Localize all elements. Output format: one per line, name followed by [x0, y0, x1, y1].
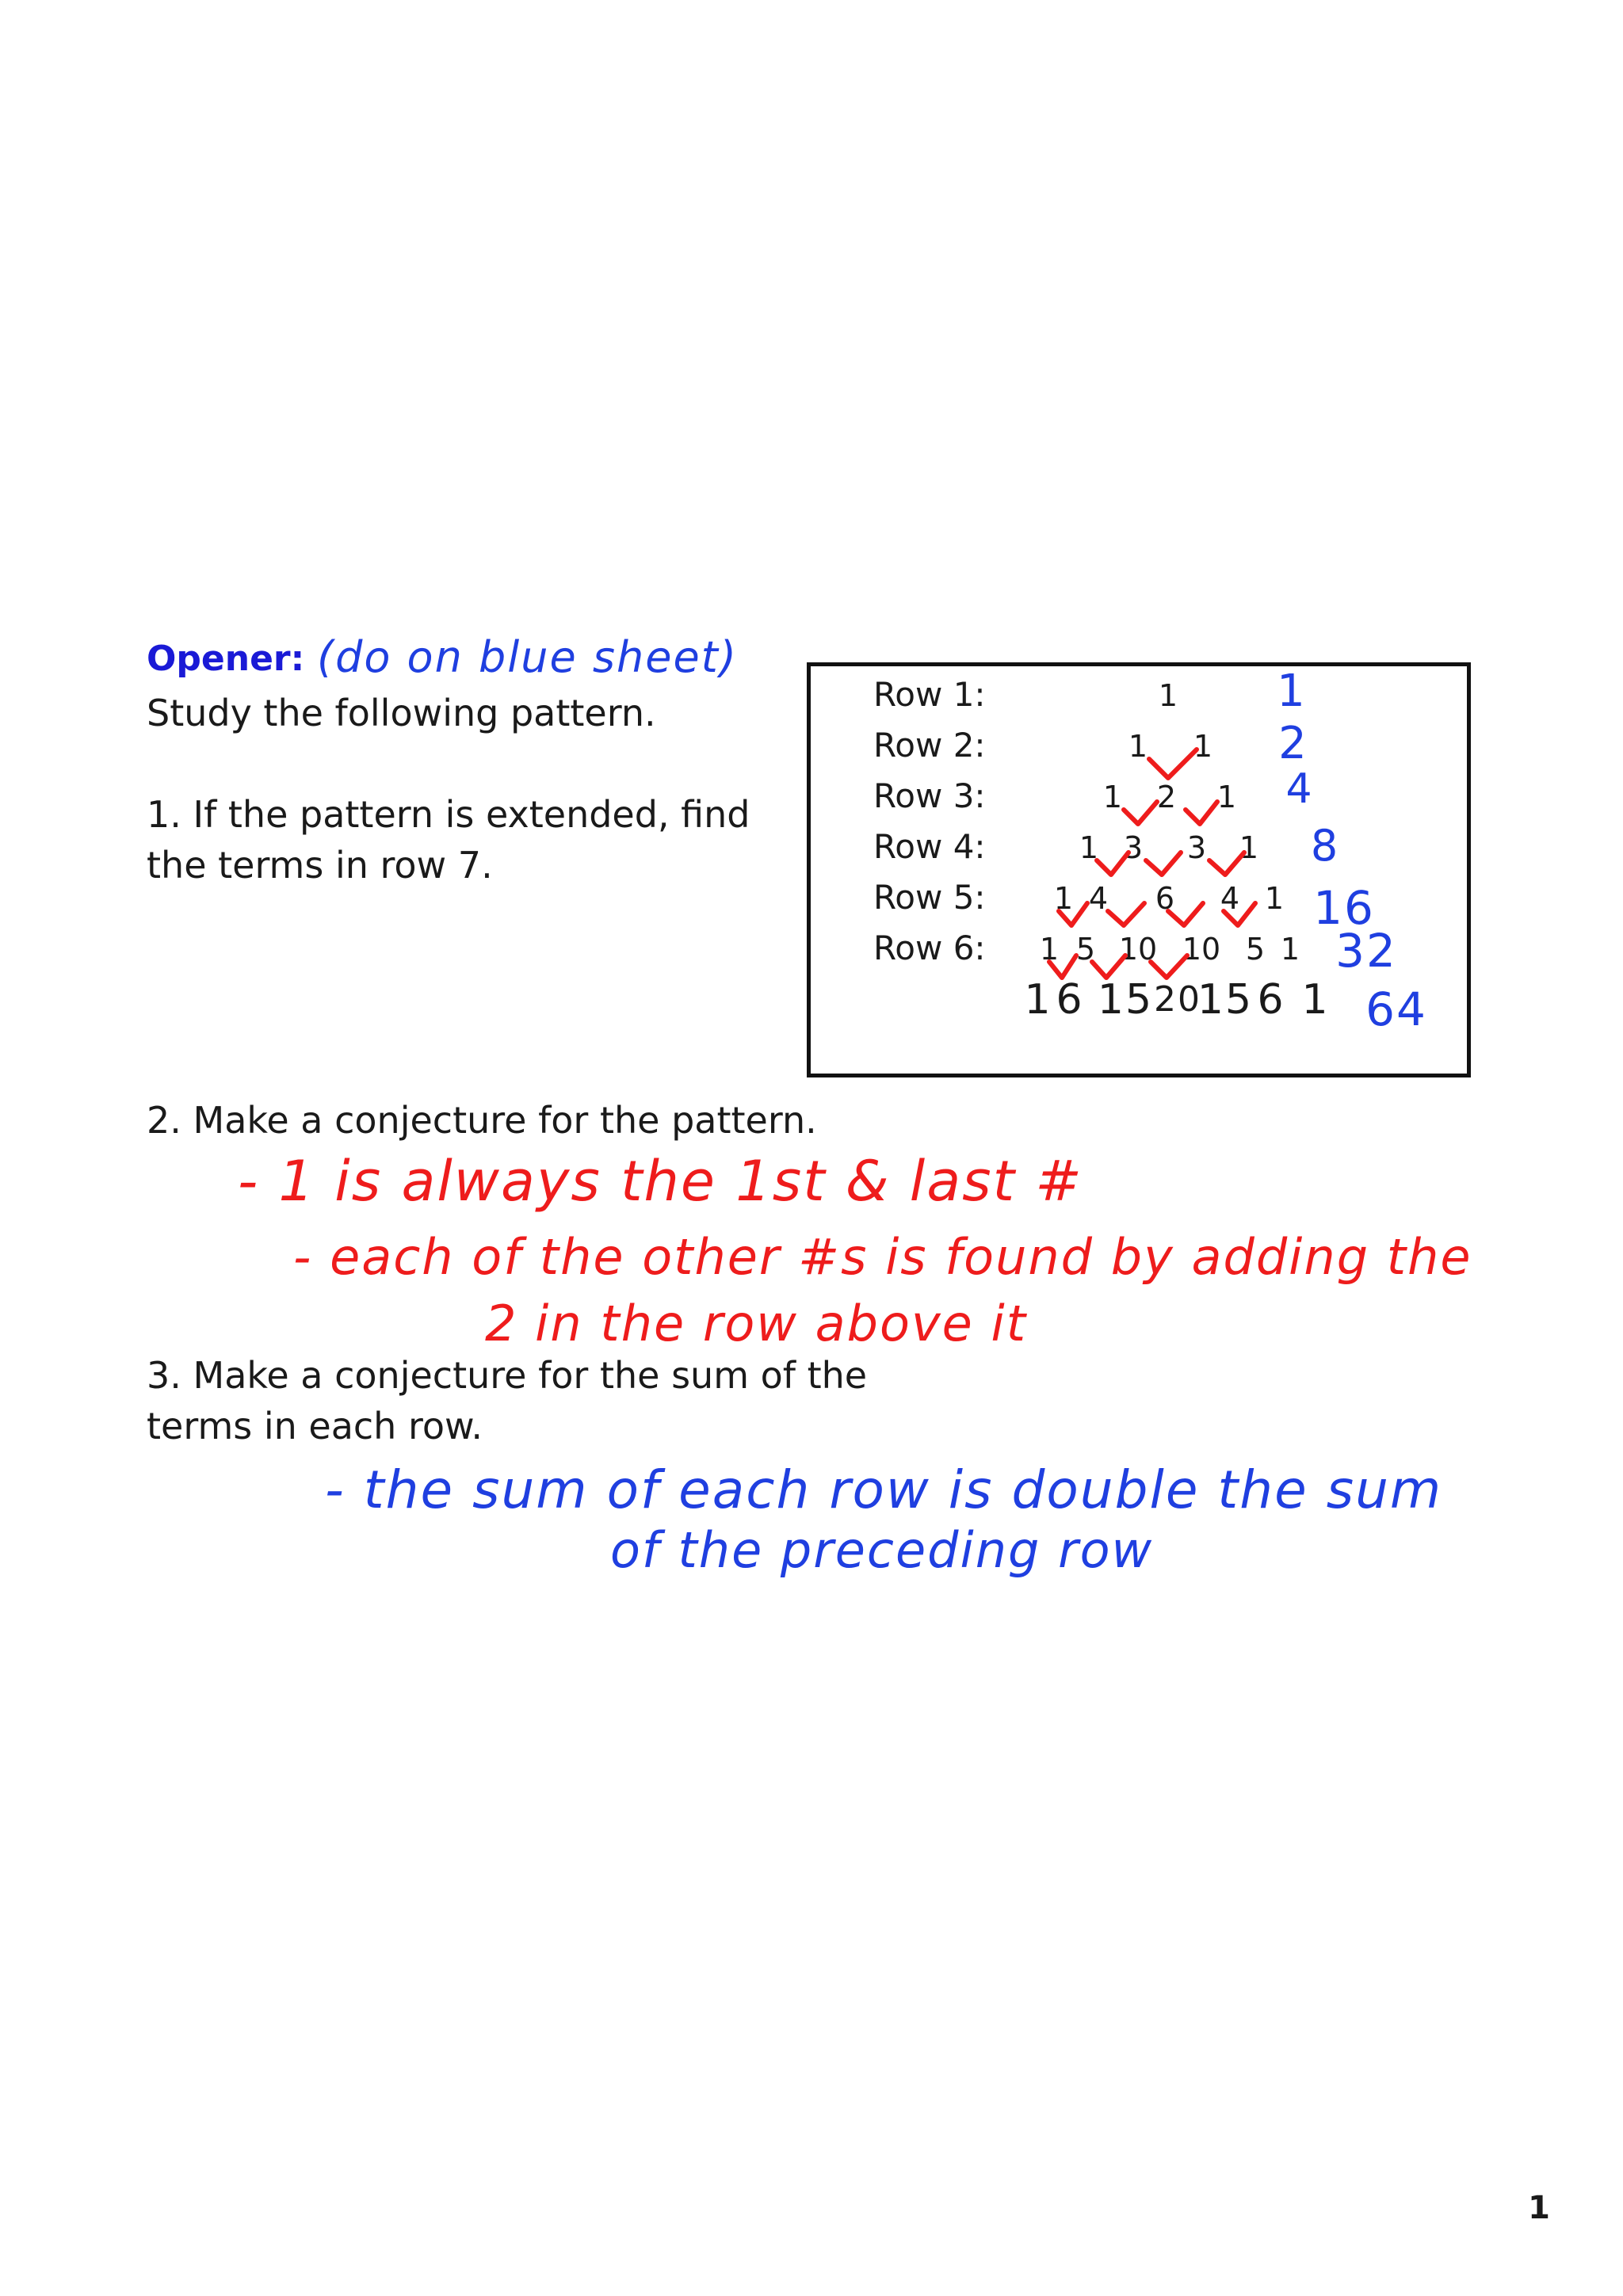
question-3-line-2: terms in each row.: [147, 1405, 483, 1447]
question-1-line-2: the terms in row 7.: [147, 844, 493, 887]
question-3-line-1: 3. Make a conjecture for the sum of the: [147, 1354, 868, 1397]
row-5-term: 6: [1155, 881, 1175, 916]
row-label-1: Row 1:: [873, 675, 986, 714]
row-sum-4: 8: [1310, 821, 1340, 871]
row-6-term: 1: [1039, 932, 1060, 967]
row-4-term: 3: [1186, 830, 1207, 865]
row-7-handwritten-term: 15: [1197, 976, 1254, 1024]
row-2-term: 1: [1193, 729, 1213, 764]
row-6-term: 5: [1245, 932, 1266, 967]
row-6-term: 10: [1182, 932, 1221, 967]
row-sum-2: 2: [1278, 718, 1308, 769]
row-6-term: 10: [1118, 932, 1158, 967]
row-7-handwritten-term: 15: [1097, 976, 1154, 1024]
row-label-3: Row 3:: [873, 776, 986, 815]
question-1-line-1: 1. If the pattern is extended, find: [147, 793, 750, 836]
row-5-term: 1: [1264, 881, 1285, 916]
row-5-term: 4: [1088, 881, 1109, 916]
row-5-term: 4: [1220, 881, 1240, 916]
row-6-term: 1: [1280, 932, 1300, 967]
row-label-2: Row 2:: [873, 726, 986, 765]
answer-3-line-1: - the sum of each row is double the sum: [325, 1459, 1443, 1520]
row-1-term: 1: [1158, 678, 1178, 713]
row-4-term: 1: [1079, 830, 1099, 865]
row-label-5: Row 5:: [873, 878, 986, 917]
answer-2-line-2: - each of the other #s is found by adding the: [293, 1228, 1472, 1286]
row-3-term: 1: [1216, 780, 1237, 814]
row-sum-3: 4: [1285, 765, 1314, 813]
row-7-handwritten-term: 6: [1257, 976, 1285, 1024]
opener-instruction: Study the following pattern.: [147, 692, 656, 734]
row-2-term: 1: [1128, 729, 1148, 764]
row-7-handwritten-term: 6: [1056, 976, 1084, 1024]
opener-handwritten-note: (do on blue sheet): [317, 632, 738, 682]
row-7-handwritten-term: 1: [1301, 976, 1330, 1024]
row-label-4: Row 4:: [873, 827, 986, 866]
row-5-term: 1: [1053, 881, 1074, 916]
row-3-term: 1: [1102, 780, 1123, 814]
row-sum-6: 32: [1335, 924, 1397, 978]
row-7-handwritten-term: 1: [1024, 976, 1052, 1024]
question-2-line-1: 2. Make a conjecture for the pattern.: [147, 1099, 817, 1142]
row-sum-1: 1: [1277, 666, 1307, 717]
row-4-term: 3: [1123, 830, 1144, 865]
row-4-term: 1: [1239, 830, 1259, 865]
row-sum-7: 64: [1365, 982, 1427, 1036]
page-number: 1: [1528, 2190, 1550, 2226]
answer-2-line-3: 2 in the row above it: [485, 1295, 1028, 1352]
row-sum-5: 16: [1313, 881, 1375, 935]
opener-label: Opener:: [147, 639, 305, 679]
row-6-term: 5: [1075, 932, 1096, 967]
row-7-handwritten-term: 20: [1154, 979, 1201, 1020]
row-3-term: 2: [1156, 780, 1177, 814]
answer-3-line-2: of the preceding row: [610, 1521, 1154, 1579]
row-label-6: Row 6:: [873, 929, 986, 967]
answer-2-line-1: - 1 is always the 1st & last #: [238, 1149, 1083, 1214]
